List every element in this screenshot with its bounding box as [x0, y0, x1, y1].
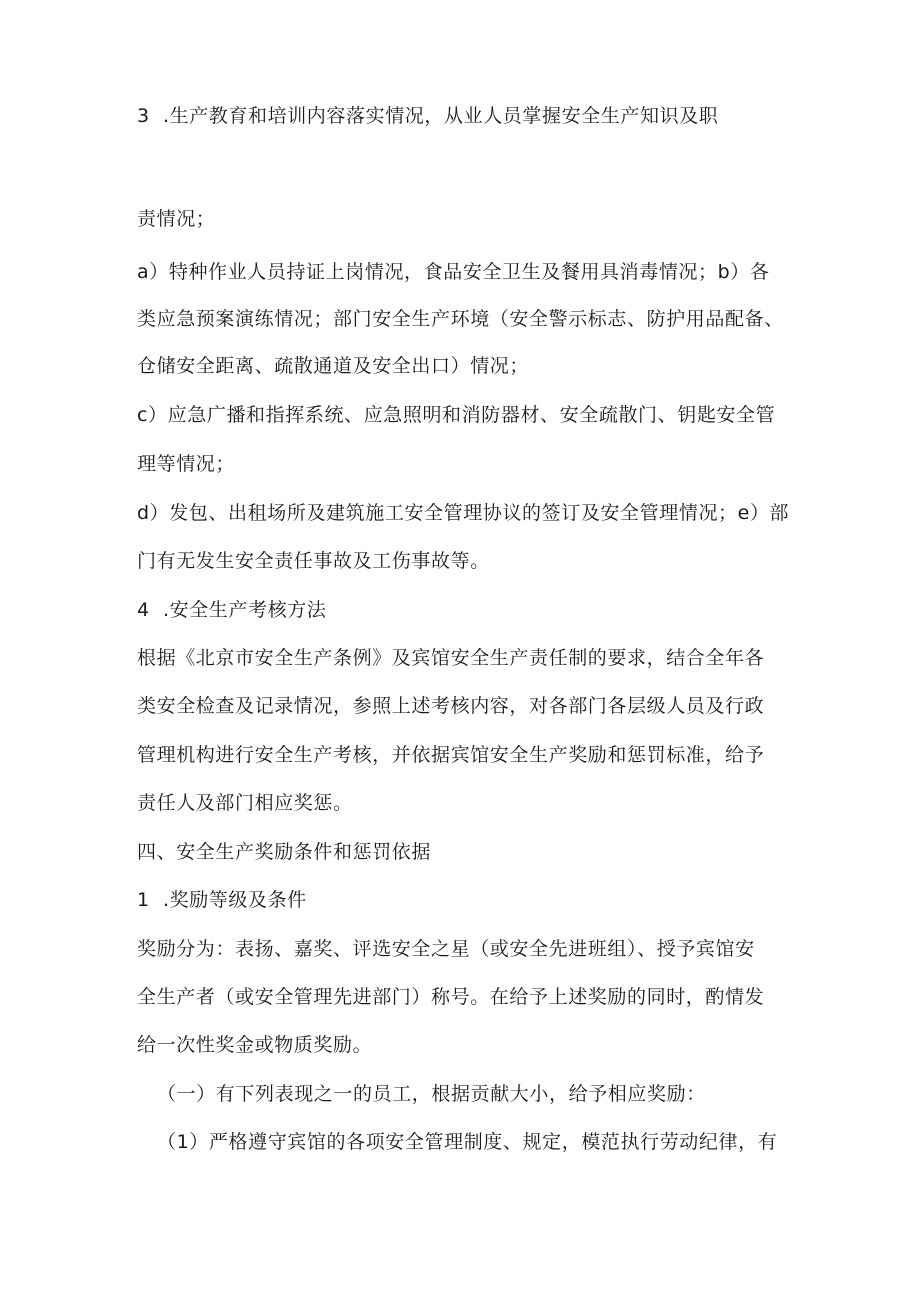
- paragraph-line: 全生产者（或安全管理先进部门）称号。在给予上述奖励的同时，酌情发: [137, 986, 765, 1008]
- paragraph-line: 给一次性奖金或物质奖励。: [137, 1034, 373, 1056]
- paragraph-line: 根据《北京市安全生产条例》及宾馆安全生产责任制的要求，结合全年各: [137, 647, 765, 669]
- paragraph-line: c）应急广播和指挥系统、应急照明和消防器材、安全疏散门、钥匙安全管: [137, 404, 776, 426]
- paragraph-line: 奖励分为：表扬、嘉奖、评选安全之星（或安全先进班组）、授予宾馆安: [137, 938, 755, 960]
- paragraph-line: 责情况；: [137, 208, 216, 230]
- paragraph-line: d）发包、出租场所及建筑施工安全管理协议的签订及安全管理情况；e）部: [137, 502, 790, 524]
- paragraph-line: 责任人及部门相应奖惩。: [137, 792, 353, 814]
- subsection-heading: （一）有下列表现之一的员工，根据贡献大小，给予相应奖励：: [157, 1083, 706, 1105]
- paragraph-line: 门有无发生安全责任事故及工伤事故等。: [137, 550, 490, 572]
- section-heading-4: 4 .安全生产考核方法: [137, 599, 327, 621]
- section-heading-3: 3 .生产教育和培训内容落实情况，从业人员掌握安全生产知识及职: [137, 105, 719, 127]
- paragraph-line: a）特种作业人员持证上岗情况，食品安全卫生及餐用具消毒情况；b）各: [137, 261, 770, 283]
- paragraph-line: 仓储安全距离、疏散通道及安全出口）情况；: [137, 355, 530, 377]
- paragraph-line: 管理机构进行安全生产考核，并依据宾馆安全生产奖励和惩罚标准，给予: [137, 744, 765, 766]
- paragraph-line: 类安全检查及记录情况，参照上述考核内容，对各部门各层级人员及行政: [137, 695, 765, 717]
- chapter-heading-4: 四、安全生产奖励条件和惩罚依据: [137, 841, 432, 863]
- paragraph-line: 类应急预案演练情况；部门安全生产环境（安全警示标志、防护用品配备、: [137, 308, 784, 330]
- paragraph-line: 理等情况；: [137, 453, 236, 475]
- section-heading-1: 1 .奖励等级及条件: [137, 889, 307, 911]
- list-item: （1）严格遵守宾馆的各项安全管理制度、规定，模范执行劳动纪律，有: [157, 1131, 778, 1153]
